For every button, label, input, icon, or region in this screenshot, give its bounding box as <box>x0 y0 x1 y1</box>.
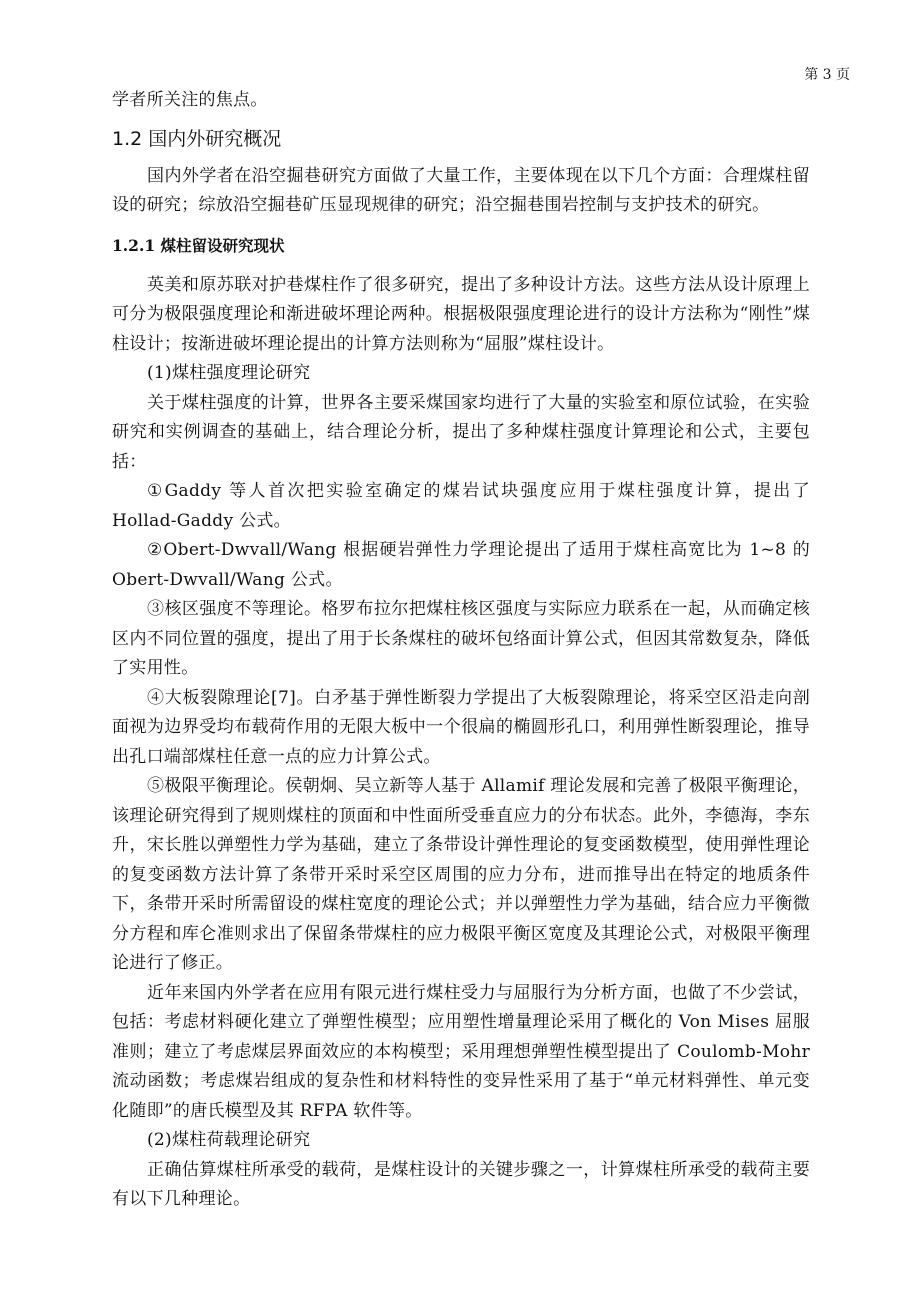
theory-item-4: ④大板裂隙理论[7]。白矛基于弹性断裂力学提出了大板裂隙理论，将采空区沿走向剖面视为边界受均布载荷作用的无限大板中一个很扁的椭圆形孔口，利用弹性断裂理论，推导出孔口端部煤柱任意一点的应力计算公式。 <box>112 687 810 767</box>
item-heading-load: (2)煤柱荷载理论研究 <box>147 1130 311 1150</box>
theory-item-5: ⑤极限平衡理论。侯朝炯、吴立新等人基于 Allamif 理论发展和完善了极限平衡理论，该理论研究得到了规则煤柱的顶面和中性面所受垂直应力的分布状态。此外，李德海，李东升，宋长胜以弹塑性力学为基础，建立了条带设计弹性理论的复变函数模型，使用弹性理论的复变函数方法计算了条带开采时采空区周围的应力分布，进而推导出在特定的地质条件下，条带开采时所需留设的煤柱宽度的理论公式；并以弹塑性力学为基础，结合应力平衡微分方程和库仑准则求出了保留条带煤柱的应力极限平衡区宽度及其理论公式，对极限平衡理论进行了修正。 <box>112 776 810 973</box>
section-intro-paragraph: 国内外学者在沿空掘巷研究方面做了大量工作，主要体现在以下几个方面：合理煤柱留设的研究；综放沿空掘巷矿压显现规律的研究；沿空掘巷围岩控制与支护技术的研究。 <box>112 165 810 215</box>
theory-item-3: ③核区强度不等理论。格罗布拉尔把煤柱核区强度与实际应力联系在一起，从而确定核区内不同位置的强度，提出了用于长条煤柱的破坏包络面计算公式，但因其常数复杂，降低了实用性。 <box>112 599 810 678</box>
paragraph-fem-research: 近年来国内外学者在应用有限元进行煤柱受力与屈服行为分析方面，也做了不少尝试，包括：考虑材料硬化建立了弹塑性模型；应用塑性增量理论采用了概化的 Von Mises 屈服准则；建立了考虑煤层界面效应的本构模型；采用理想弹塑性模型提出了 Coulomb-Mohr 流动函数；考虑煤岩组成的复杂性和材料特性的变异性采用了基于“单元材料弹性、单元变化随即”的唐氏模型及其 RFPA 软件等。 <box>112 982 810 1121</box>
paragraph-strength-intro: 关于煤柱强度的计算，世界各主要采煤国家均进行了大量的实验室和原位试验，在实验研究和实例调查的基础上，结合理论分析，提出了多种煤柱强度计算理论和公式，主要包括： <box>112 392 810 472</box>
item-heading-strength: (1)煤柱强度理论研究 <box>147 363 311 383</box>
page-number: 第 3 页 <box>804 67 850 83</box>
page-content <box>112 86 810 1215</box>
section-heading: 1.2 国内外研究概况 <box>112 127 282 150</box>
subsection-heading: 1.2.1 煤柱留设研究现状 <box>112 235 285 255</box>
paragraph-design-methods: 英美和原苏联对护巷煤柱作了很多研究，提出了多种设计方法。这些方法从设计原理上可分为极限强度理论和渐进破坏理论两种。根据极限强度理论进行的设计方法称为“刚性”煤柱设计；按渐进破坏理论提出的计算方法则称为“屈服”煤柱设计。 <box>112 274 810 354</box>
paragraph-load-intro: 正确估算煤柱所承受的载荷，是煤柱设计的关键步骤之一，计算煤柱所承受的载荷主要有以下几种理论。 <box>112 1159 810 1209</box>
carryover-paragraph: 学者所关注的焦点。 <box>112 90 268 110</box>
theory-item-2: ②Obert-Dwvall/Wang 根据硬岩弹性力学理论提出了适用于煤柱高宽比为 1~8 的 Obert-Dwvall/Wang 公式。 <box>112 540 810 590</box>
theory-item-1: ①Gaddy 等人首次把实验室确定的煤岩试块强度应用于煤柱强度计算，提出了 Hollad-Gaddy 公式。 <box>112 481 810 531</box>
